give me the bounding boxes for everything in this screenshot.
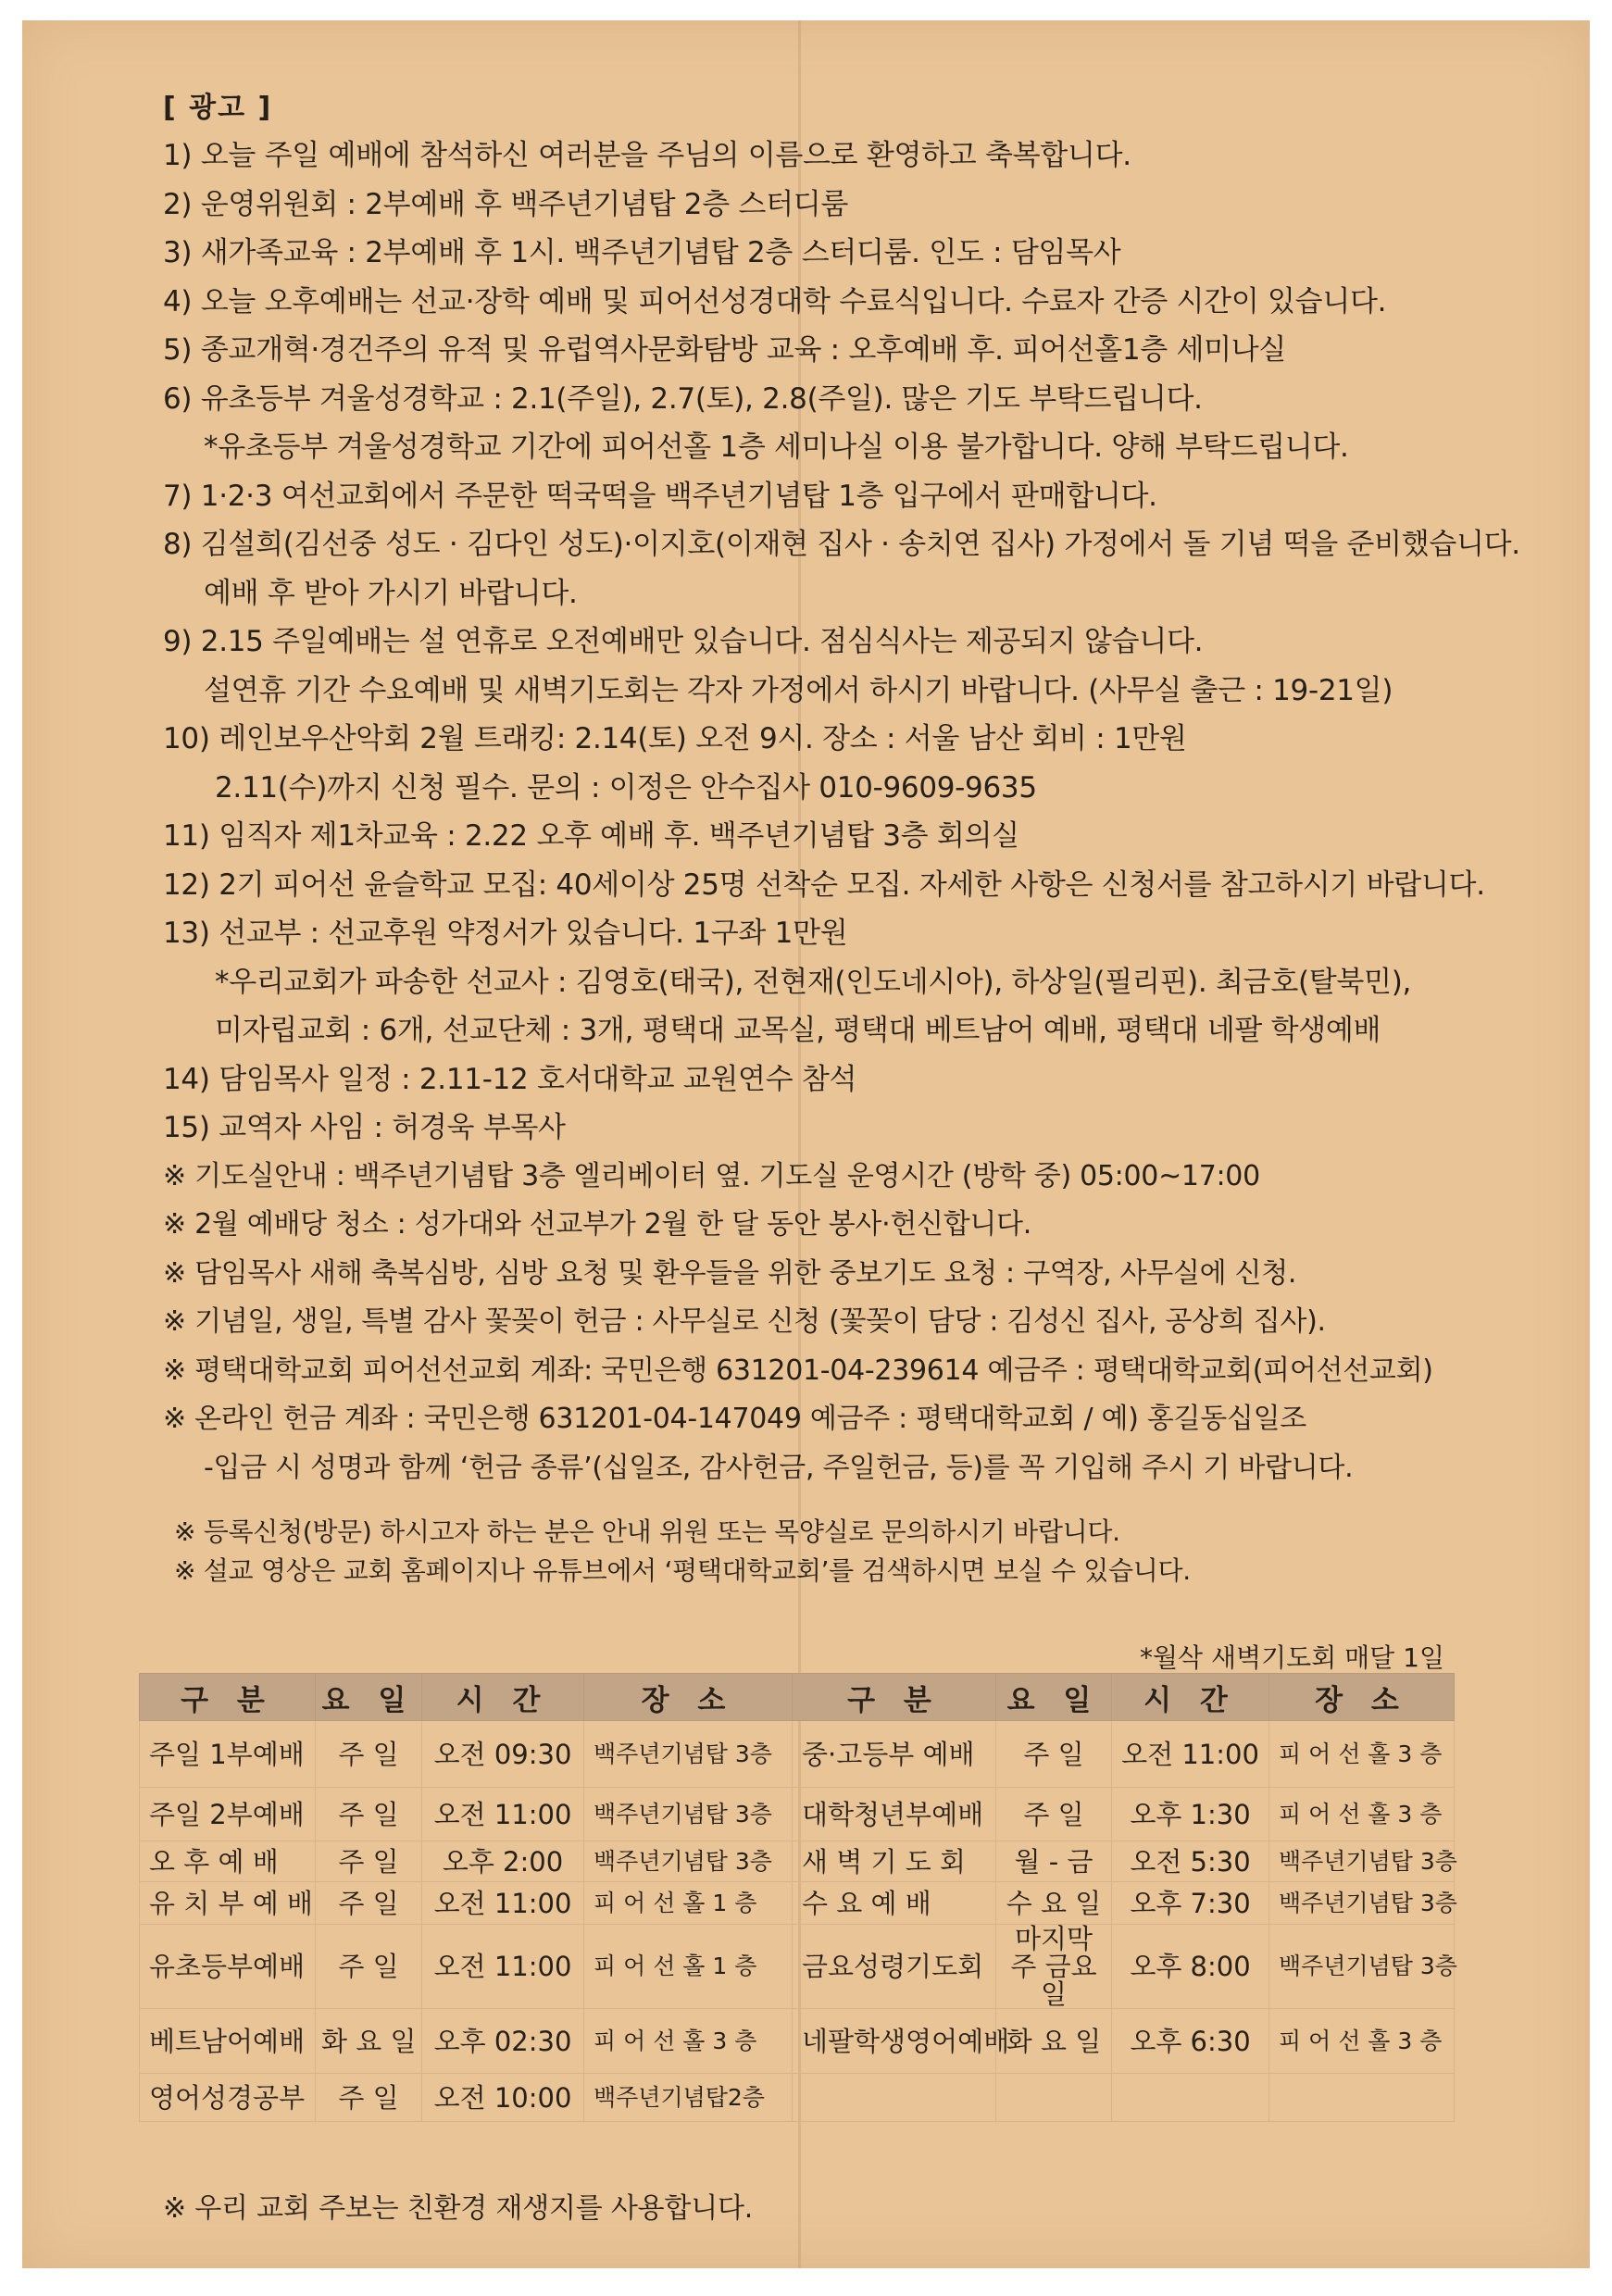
recycled-paper-note: ※ 우리 교회 주보는 친환경 재생지를 사용합니다. xyxy=(163,2192,754,2225)
service-place xyxy=(1269,2074,1455,2122)
service-place: 피 어 선 홀 1 층 xyxy=(584,1925,793,2009)
header-time: 시 간 xyxy=(1112,1674,1269,1721)
announcement-item: 5) 종교개혁·경건주의 유적 및 유럽역사문화탐방 교육 : 오후예배 후. 피어선홀1층 세미나실 xyxy=(163,333,1287,367)
service-day: 주 일 xyxy=(316,1721,422,1788)
announcement-subitem: 미자립교회 : 6개, 선교단체 : 3개, 평택대 교목실, 평택대 베트남어 예배, 평택대 네팔 학생예배 xyxy=(215,1014,1381,1047)
service-time: 오후 1:30 xyxy=(1112,1788,1269,1841)
announcement-subitem: *유초등부 겨울성경학교 기간에 피어선홀 1층 세미나실 이용 불가합니다. 양해 부탁드립니다. xyxy=(204,430,1349,464)
notice-item: ※ 평택대학교회 피어선선교회 계좌: 국민은행 631201-04-239614 예금주 : 평택대학교회(피어선선교회) xyxy=(163,1354,1433,1387)
service-place: 백주년기념탑2층 xyxy=(584,2074,793,2122)
registration-note: ※ 등록신청(방문) 하시고자 하는 분은 안내 위원 또는 목양실로 문의하시기 바랍니다. xyxy=(174,1516,1120,1547)
service-time: 오전 11:00 xyxy=(422,1788,584,1841)
service-place: 피 어 선 홀 3 층 xyxy=(584,2009,793,2074)
service-day: 주 일 xyxy=(996,1788,1112,1841)
service-day: 수 요 일 xyxy=(996,1882,1112,1925)
announcement-item: 9) 2.15 주일예배는 설 연휴로 오전예배만 있습니다. 점심식사는 제공되지 않습니다. xyxy=(163,625,1204,658)
service-place: 백주년기념탑 3층 xyxy=(584,1841,793,1882)
notice-item: ※ 온라인 헌금 계좌 : 국민은행 631201-04-147049 예금주 : 평택대학교회 / 예) 홍길동십일조 xyxy=(163,1403,1306,1435)
table-row xyxy=(140,1925,1455,2009)
header-category: 구 분 xyxy=(140,1674,316,1721)
service-name: 주일 1부예배 xyxy=(140,1721,316,1788)
service-name: 오 후 예 배 xyxy=(140,1841,316,1882)
service-place: 백주년기념탑 3층 xyxy=(1269,1841,1455,1882)
table-row xyxy=(140,2074,1455,2122)
registration-note: ※ 설교 영상은 교회 홈페이지나 유튜브에서 ‘평택대학교회’를 검색하시면 보실 수 있습니다. xyxy=(174,1555,1191,1586)
announcement-item: 15) 교역자 사임 : 허경욱 부목사 xyxy=(163,1111,566,1144)
header-day: 요 일 xyxy=(996,1674,1112,1721)
notice-item: ※ 기념일, 생일, 특별 감사 꽃꽂이 헌금 : 사무실로 신청 (꽃꽂이 담당 : 김성신 집사, 공상희 집사). xyxy=(163,1305,1326,1338)
service-name: 새 벽 기 도 회 xyxy=(793,1841,996,1882)
table-row xyxy=(140,1788,1455,1841)
service-name: 영어성경공부 xyxy=(140,2074,316,2122)
announcement-item: 7) 1·2·3 여선교회에서 주문한 떡국떡을 백주년기념탑 1층 입구에서 판매합니다. xyxy=(163,479,1157,513)
service-place: 피 어 선 홀 3 층 xyxy=(1269,2009,1455,2074)
service-name: 수 요 예 배 xyxy=(793,1882,996,1925)
announcement-item: 11) 임직자 제1차교육 : 2.22 오후 예배 후. 백주년기념탑 3층 회의실 xyxy=(163,819,1019,853)
table-row xyxy=(140,1882,1455,1925)
service-place: 백주년기념탑 3층 xyxy=(584,1721,793,1788)
service-day: 주 일 xyxy=(316,2074,422,2122)
announcement-section xyxy=(163,85,1570,1591)
service-name: 중·고등부 예배 xyxy=(793,1721,996,1788)
section-heading: [ 광고 ] xyxy=(163,92,273,124)
service-name: 유 치 부 예 배 xyxy=(140,1882,316,1925)
service-time: 오전 10:00 xyxy=(422,2074,584,2122)
dawn-prayer-note: *월삭 새벽기도회 매달 1일 xyxy=(1140,1642,1444,1673)
service-time: 오후 6:30 xyxy=(1112,2009,1269,2074)
announcement-item: 13) 선교부 : 선교후원 약정서가 있습니다. 1구좌 1만원 xyxy=(163,917,848,950)
service-day: 주 일 xyxy=(996,1721,1112,1788)
service-time: 오전 11:00 xyxy=(422,1882,584,1925)
announcement-item: 6) 유초등부 겨울성경학교 : 2.1(주일), 2.7(토), 2.8(주일). 많은 기도 부탁드립니다. xyxy=(163,381,1203,416)
service-time: 오후 7:30 xyxy=(1112,1882,1269,1925)
schedule-header-row xyxy=(140,1674,1455,1721)
service-name: 베트남어예배 xyxy=(140,2009,316,2074)
service-day: 월 - 금 xyxy=(996,1841,1112,1882)
table-row xyxy=(140,1721,1455,1788)
service-day: 화 요 일 xyxy=(316,2009,422,2074)
service-time: 오전 11:00 xyxy=(422,1925,584,2009)
announcement-subitem: *우리교회가 파송한 선교사 : 김영호(태국), 전현재(인도네시아), 하상일(필리핀). 최금호(탈북민), xyxy=(215,965,1412,999)
header-category: 구 분 xyxy=(793,1674,996,1721)
service-name: 대학청년부예배 xyxy=(793,1788,996,1841)
service-name xyxy=(793,2074,996,2122)
service-day: 주 일 xyxy=(316,1788,422,1841)
service-time: 오후 2:00 xyxy=(422,1841,584,1882)
notice-item: ※ 2월 예배당 청소 : 성가대와 선교부가 2월 한 달 동안 봉사·헌신합니다. xyxy=(163,1208,1031,1241)
announcement-item: 4) 오늘 오후예배는 선교·장학 예배 및 피어선성경대학 수료식입니다. 수료자 간증 시간이 있습니다. xyxy=(163,284,1387,318)
table-row xyxy=(140,1841,1455,1882)
service-name: 네팔학생영어예배 xyxy=(793,2009,996,2074)
header-place: 장 소 xyxy=(584,1674,793,1721)
service-place: 백주년기념탑 3층 xyxy=(584,1788,793,1841)
announcement-item: 1) 오늘 주일 예배에 참석하신 여러분을 주님의 이름으로 환영하고 축복합니다. xyxy=(163,139,1131,172)
service-time: 오후 8:00 xyxy=(1112,1925,1269,2009)
service-time: 오전 09:30 xyxy=(422,1721,584,1788)
announcement-item: 10) 레인보우산악회 2월 트래킹: 2.14(토) 오전 9시. 장소 : 서울 남산 회비 : 1만원 xyxy=(163,722,1187,755)
header-place: 장 소 xyxy=(1269,1674,1455,1721)
announcement-subitem: 예배 후 받아 가시기 바랍니다. xyxy=(204,576,578,610)
announcement-item: 12) 2기 피어선 윤슬학교 모집: 40세이상 25명 선착순 모집. 자세한 사항은 신청서를 참고하시기 바랍니다. xyxy=(163,867,1485,902)
service-time: 오후 02:30 xyxy=(422,2009,584,2074)
service-day: 주 일 xyxy=(316,1882,422,1925)
service-time xyxy=(1112,2074,1269,2122)
service-day xyxy=(996,2074,1112,2122)
service-place: 백주년기념탑 3층 xyxy=(1269,1882,1455,1925)
announcement-subitem: 설연휴 기간 수요예배 및 새벽기도회는 각자 가정에서 하시기 바랍니다. (사무실 출근 : 19-21일) xyxy=(204,673,1393,707)
table-row xyxy=(140,2009,1455,2074)
service-place: 피 어 선 홀 3 층 xyxy=(1269,1721,1455,1788)
service-place: 백주년기념탑 3층 xyxy=(1269,1925,1455,2009)
announcement-item: 2) 운영위원회 : 2부예배 후 백주년기념탑 2층 스터디룸 xyxy=(163,187,849,221)
announcement-item: 8) 김설희(김선중 성도 · 김다인 성도)·이지호(이재현 집사 · 송치연 집사) 가정에서 돌 기념 떡을 준비했습니다. xyxy=(163,528,1520,561)
service-day: 주 일 xyxy=(316,1841,422,1882)
announcement-item: 14) 담임목사 일정 : 2.11-12 호서대학교 교원연수 참석 xyxy=(163,1062,857,1096)
notice-item: ※ 기도실안내 : 백주년기념탑 3층 엘리베이터 옆. 기도실 운영시간 (방학 중) 05:00~17:00 xyxy=(163,1159,1260,1192)
header-day: 요 일 xyxy=(316,1674,422,1721)
announcement-subitem: 2.11(수)까지 신청 필수. 문의 : 이정은 안수집사 010-9609-9635 xyxy=(215,770,1037,805)
service-day: 주 일 xyxy=(316,1925,422,2009)
announcement-item: 3) 새가족교육 : 2부예배 후 1시. 백주년기념탑 2층 스터디룸. 인도 : 담임목사 xyxy=(163,236,1121,269)
service-day: 마지막주 금요일 xyxy=(996,1925,1112,2009)
notice-subitem: -입금 시 성명과 함께 ‘헌금 종류’(십일조, 감사헌금, 주일헌금, 등)를 꼭 기입해 주시 기 바랍니다. xyxy=(204,1451,1354,1484)
service-place: 피 어 선 홀 3 층 xyxy=(1269,1788,1455,1841)
service-time: 오전 11:00 xyxy=(1112,1721,1269,1788)
service-name: 금요성령기도회 xyxy=(793,1925,996,2009)
service-place: 피 어 선 홀 1 층 xyxy=(584,1882,793,1925)
header-time: 시 간 xyxy=(422,1674,584,1721)
notice-item: ※ 담임목사 새해 축복심방, 심방 요청 및 환우들을 위한 중보기도 요청 : 구역장, 사무실에 신청. xyxy=(163,1256,1297,1290)
service-time: 오전 5:30 xyxy=(1112,1841,1269,1882)
worship-schedule-table xyxy=(139,1673,1455,2122)
service-name: 유초등부예배 xyxy=(140,1925,316,2009)
service-day: 화 요 일 xyxy=(996,2009,1112,2074)
registration-notes xyxy=(163,1513,1570,1591)
service-name: 주일 2부예배 xyxy=(140,1788,316,1841)
